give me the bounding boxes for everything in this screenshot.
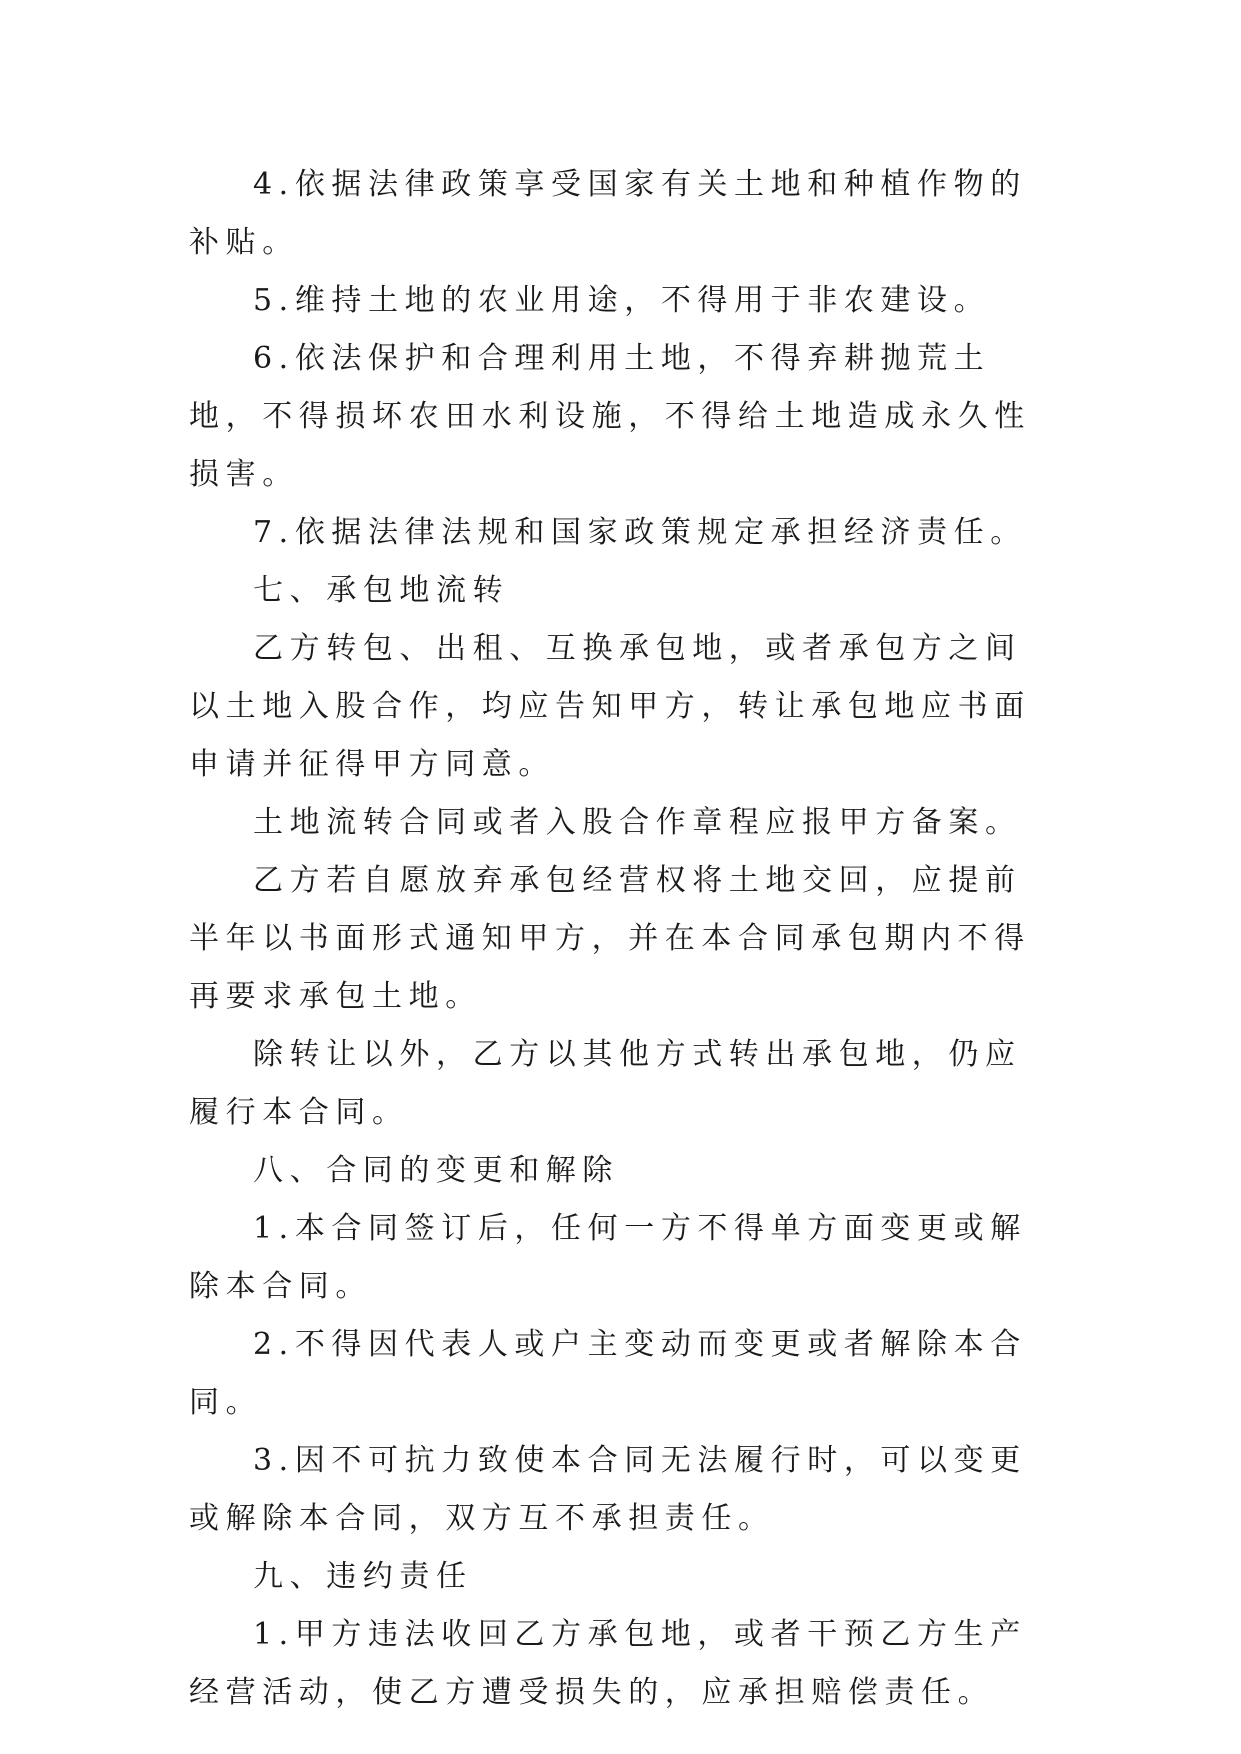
transfer-paragraph-1: 乙方转包、出租、互换承包地，或者承包方之间以土地入股合作，均应告知甲方，转让承包地应书面申请并征得甲方同意。 — [189, 631, 1031, 782]
change-clause-1: 1.本合同签订后，任何一方不得单方面变更或解除本合同。 — [189, 1211, 1027, 1304]
clause-6-land-protection: 6.依法保护和合理利用土地，不得弃耕抛荒土地，不得损坏农田水利设施，不得给土地造成永久性损害。 — [189, 341, 1031, 492]
document-body — [189, 156, 1049, 1722]
transfer-paragraph-3: 乙方若自愿放弃承包经营权将土地交回，应提前半年以书面形式通知甲方，并在本合同承包期内不得再要求承包土地。 — [189, 863, 1031, 1014]
transfer-paragraph-2: 土地流转合同或者入股合作章程应报甲方备案。 — [253, 805, 1022, 840]
clause-7-economic-liability: 7.依据法律法规和国家政策规定承担经济责任。 — [253, 515, 1027, 550]
clause-4-subsidy: 4.依据法律政策享受国家有关土地和种植作物的补贴。 — [189, 167, 1027, 260]
change-clause-2: 2.不得因代表人或户主变动而变更或者解除本合同。 — [189, 1327, 1027, 1420]
section-heading-9: 九、违约责任 — [253, 1559, 473, 1594]
clause-5-agricultural-use: 5.维持土地的农业用途，不得用于非农建设。 — [253, 283, 991, 318]
section-heading-8: 八、合同的变更和解除 — [253, 1153, 619, 1188]
change-clause-3: 3.因不可抗力致使本合同无法履行时，可以变更或解除本合同，双方互不承担责任。 — [189, 1443, 1027, 1536]
breach-clause-1: 1.甲方违法收回乙方承包地，或者干预乙方生产经营活动，使乙方遭受损失的，应承担赔偿责任。 — [189, 1617, 1027, 1710]
section-heading-7: 七、承包地流转 — [253, 573, 510, 608]
transfer-paragraph-4: 除转让以外，乙方以其他方式转出承包地，仍应履行本合同。 — [189, 1037, 1022, 1130]
